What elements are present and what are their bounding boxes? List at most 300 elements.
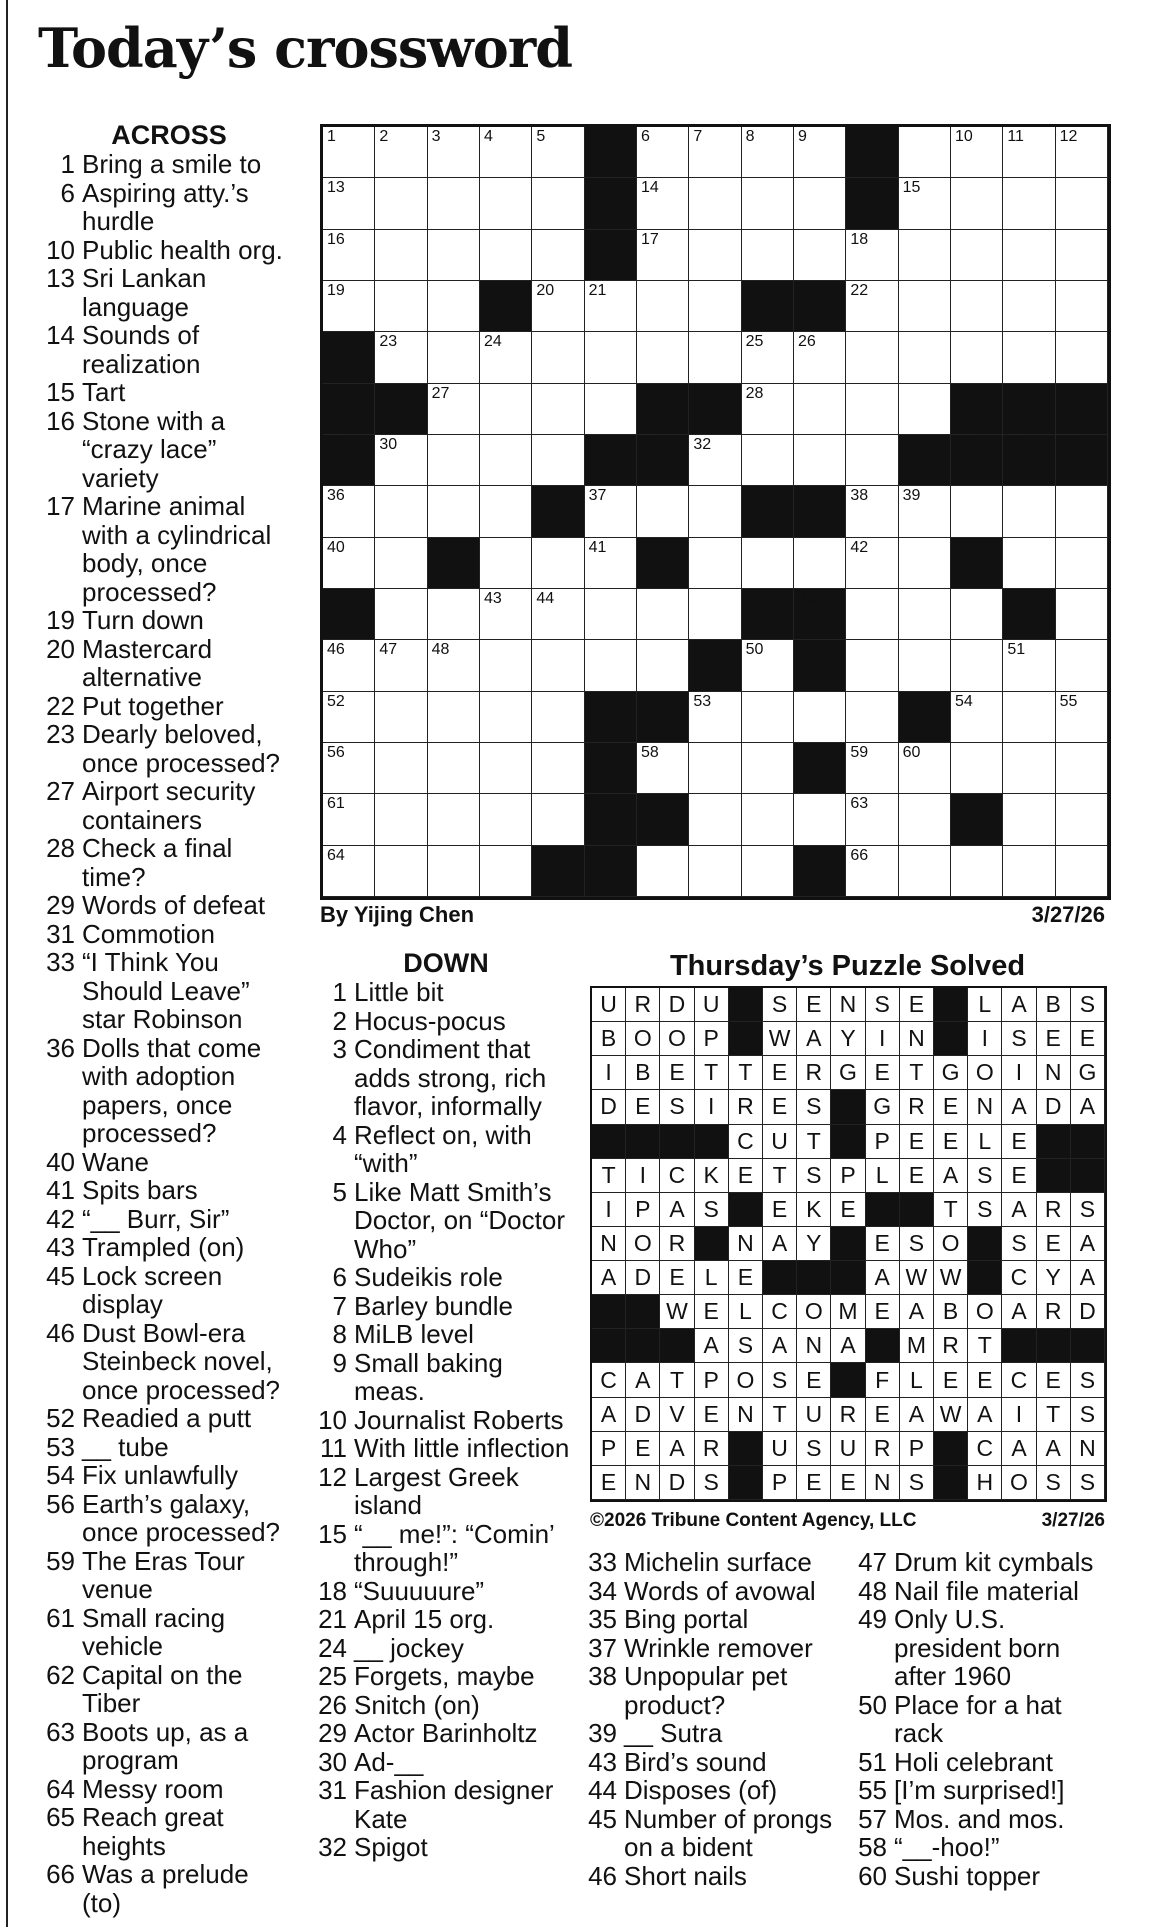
solved-letter: I [866, 1022, 900, 1056]
grid-cell[interactable] [742, 846, 794, 897]
solved-letter: D [1037, 1090, 1071, 1124]
clue-number: 15 [46, 377, 75, 407]
crossword-grid[interactable] [320, 124, 1111, 900]
grid-cell[interactable] [480, 127, 532, 178]
grid-cell[interactable] [375, 178, 427, 229]
grid-cell[interactable] [532, 743, 584, 794]
grid-cell[interactable] [375, 486, 427, 537]
grid-cell[interactable] [951, 230, 1003, 281]
grid-cell[interactable] [794, 794, 846, 845]
grid-cell[interactable] [428, 230, 480, 281]
clue-text: Dust Bowl-era Steinbeck novel, once processed? [82, 1317, 281, 1405]
grid-cell[interactable] [846, 281, 898, 332]
cell-number: 62 [588, 795, 607, 813]
cell-number: 65 [588, 846, 607, 864]
cell-number: 48 [431, 641, 450, 659]
grid-cell[interactable] [951, 743, 1003, 794]
grid-cell[interactable] [637, 127, 689, 178]
grid-cell[interactable] [846, 743, 898, 794]
grid-cell[interactable] [951, 486, 1003, 537]
grid-cell[interactable] [689, 486, 741, 537]
grid-cell[interactable] [689, 178, 741, 229]
grid-cell[interactable] [1003, 486, 1055, 537]
clue-item [586, 1719, 848, 1748]
grid-cell[interactable] [532, 230, 584, 281]
clue-item [44, 1433, 294, 1462]
black-square [689, 384, 741, 435]
grid-cell[interactable] [585, 640, 637, 691]
grid-cell[interactable] [899, 178, 951, 229]
solved-letter: S [1037, 1466, 1071, 1500]
grid-cell[interactable] [375, 127, 427, 178]
grid-cell[interactable] [742, 640, 794, 691]
grid-cell[interactable] [1003, 794, 1055, 845]
grid-cell[interactable] [637, 640, 689, 691]
grid-cell[interactable] [480, 384, 532, 435]
grid-cell[interactable] [1003, 230, 1055, 281]
grid-cell[interactable] [480, 589, 532, 640]
grid-cell[interactable] [1056, 230, 1108, 281]
grid-cell[interactable] [428, 435, 480, 486]
solved-black-square [1037, 1125, 1071, 1159]
grid-cell[interactable] [428, 692, 480, 743]
clue-text: Bing portal [624, 1604, 749, 1634]
grid-cell[interactable] [899, 281, 951, 332]
grid-cell[interactable] [899, 640, 951, 691]
clue-item [316, 1007, 576, 1036]
grid-cell[interactable] [532, 178, 584, 229]
grid-cell[interactable] [899, 589, 951, 640]
cell-number: 11 [1007, 128, 1024, 145]
cell-number: 13 [327, 179, 345, 197]
solved-black-square [831, 1227, 865, 1261]
grid-cell[interactable] [585, 486, 637, 537]
grid-cell[interactable] [689, 692, 741, 743]
grid-cell[interactable] [899, 384, 951, 435]
grid-cell[interactable] [1056, 846, 1108, 897]
grid-cell[interactable] [375, 640, 427, 691]
clue-item [44, 1461, 294, 1490]
grid-cell[interactable] [1003, 640, 1055, 691]
grid-cell[interactable] [846, 332, 898, 383]
solved-letter: G [1071, 1056, 1105, 1090]
solved-letter: I [1002, 1398, 1036, 1432]
grid-cell[interactable] [637, 743, 689, 794]
grid-cell[interactable] [532, 692, 584, 743]
cell-number: 2 [379, 128, 389, 145]
clue-text: Largest Greek island [354, 1461, 519, 1520]
grid-cell[interactable] [428, 332, 480, 383]
clue-text: Check a final time? [82, 833, 233, 892]
grid-cell[interactable] [323, 794, 375, 845]
grid-cell[interactable] [689, 743, 741, 794]
clue-item [856, 1862, 1108, 1891]
solved-letter: E [660, 1261, 694, 1295]
grid-cell[interactable] [794, 435, 846, 486]
grid-cell[interactable] [899, 332, 951, 383]
grid-cell[interactable] [1003, 332, 1055, 383]
grid-cell[interactable] [532, 127, 584, 178]
solved-black-square [592, 1329, 626, 1363]
grid-cell[interactable] [585, 332, 637, 383]
grid-cell[interactable] [323, 640, 375, 691]
solved-letter: B [592, 1022, 626, 1056]
grid-cell[interactable] [532, 794, 584, 845]
grid-cell[interactable] [951, 589, 1003, 640]
grid-cell[interactable] [689, 281, 741, 332]
grid-cell[interactable] [585, 589, 637, 640]
solved-letter: A [1002, 1090, 1036, 1124]
grid-cell[interactable] [794, 178, 846, 229]
grid-cell[interactable] [480, 846, 532, 897]
grid-cell[interactable] [532, 640, 584, 691]
black-square [585, 692, 637, 743]
grid-cell[interactable] [480, 538, 532, 589]
solved-black-square [626, 1295, 660, 1329]
cell-number: 47 [379, 641, 398, 659]
solved-letter: A [592, 1261, 626, 1295]
grid-cell[interactable] [585, 281, 637, 332]
grid-cell[interactable] [1056, 486, 1108, 537]
grid-cell[interactable] [428, 743, 480, 794]
grid-cell[interactable] [480, 332, 532, 383]
grid-cell[interactable] [689, 538, 741, 589]
solved-letter: A [900, 1398, 934, 1432]
black-square [742, 589, 794, 640]
grid-cell[interactable] [428, 486, 480, 537]
grid-cell[interactable] [846, 435, 898, 486]
solved-letter: E [900, 1125, 934, 1159]
solved-letter: P [695, 1363, 729, 1397]
solved-letter: M [900, 1329, 934, 1363]
grid-cell[interactable] [480, 230, 532, 281]
grid-cell[interactable] [323, 743, 375, 794]
left-rule [6, 0, 8, 1927]
black-square [846, 178, 898, 229]
clue-number: 31 [318, 1775, 347, 1805]
grid-cell[interactable] [846, 846, 898, 897]
clue-item [44, 948, 294, 1034]
grid-cell[interactable] [375, 589, 427, 640]
grid-cell[interactable] [637, 281, 689, 332]
clue-text: Drum kit cymbals [894, 1547, 1094, 1577]
black-square [689, 640, 741, 691]
clue-number: 45 [46, 1260, 75, 1291]
grid-cell[interactable] [375, 692, 427, 743]
black-square [637, 692, 689, 743]
grid-cell[interactable] [428, 794, 480, 845]
grid-cell[interactable] [1056, 332, 1108, 383]
clue-item [316, 1577, 576, 1606]
grid-cell[interactable] [428, 846, 480, 897]
grid-cell[interactable] [585, 384, 637, 435]
solved-letter: E [797, 1363, 831, 1397]
solved-letter: E [866, 1398, 900, 1432]
grid-cell[interactable] [637, 178, 689, 229]
grid-cell[interactable] [480, 486, 532, 537]
grid-cell[interactable] [794, 127, 846, 178]
solved-letter: O [797, 1295, 831, 1329]
clue-item [316, 1292, 576, 1321]
solved-black-square [660, 1125, 694, 1159]
grid-cell[interactable] [1003, 178, 1055, 229]
grid-cell[interactable] [323, 127, 375, 178]
grid-cell[interactable] [742, 692, 794, 743]
grid-cell[interactable] [480, 640, 532, 691]
byline: By Yijing Chen [320, 902, 475, 927]
solved-letter: R [797, 1056, 831, 1090]
grid-cell[interactable] [742, 435, 794, 486]
solved-letter: A [1071, 1261, 1105, 1295]
grid-cell[interactable] [480, 743, 532, 794]
grid-cell[interactable] [689, 332, 741, 383]
grid-cell[interactable] [689, 589, 741, 640]
grid-cell[interactable] [532, 435, 584, 486]
grid-cell[interactable] [585, 538, 637, 589]
cell-number: 50 [745, 641, 764, 659]
grid-cell[interactable] [428, 281, 480, 332]
clue-text: Public health org. [82, 234, 283, 265]
grid-cell[interactable] [846, 486, 898, 537]
solved-letter: E [763, 1193, 797, 1227]
clue-item [316, 1406, 576, 1435]
grid-cell[interactable] [1056, 178, 1108, 229]
grid-cell[interactable] [323, 281, 375, 332]
grid-cell[interactable] [899, 127, 951, 178]
solved-letter: A [660, 1193, 694, 1227]
clue-text: Spits bars [82, 1175, 198, 1205]
grid-cell[interactable] [323, 178, 375, 229]
grid-cell[interactable] [742, 127, 794, 178]
grid-cell[interactable] [1056, 538, 1108, 589]
grid-cell[interactable] [794, 230, 846, 281]
solved-black-square [866, 1329, 900, 1363]
grid-cell[interactable] [480, 692, 532, 743]
cell-number: 53 [693, 692, 712, 710]
grid-cell[interactable] [951, 127, 1003, 178]
grid-cell[interactable] [1003, 127, 1055, 178]
grid-cell[interactable] [846, 589, 898, 640]
black-square [794, 486, 846, 537]
cell-number: 35 [1059, 435, 1078, 453]
grid-cell[interactable] [794, 538, 846, 589]
grid-cell[interactable] [689, 435, 741, 486]
grid-cell[interactable] [532, 538, 584, 589]
grid-cell[interactable] [742, 384, 794, 435]
grid-cell[interactable] [480, 794, 532, 845]
grid-cell[interactable] [1056, 281, 1108, 332]
solved-letter: L [968, 988, 1002, 1022]
grid-cell[interactable] [1003, 692, 1055, 743]
grid-cell[interactable] [951, 178, 1003, 229]
solved-letter: E [1071, 1022, 1105, 1056]
down-clues [316, 948, 576, 1862]
grid-cell[interactable] [1003, 538, 1055, 589]
grid-cell[interactable] [951, 692, 1003, 743]
grid-cell[interactable] [794, 384, 846, 435]
grid-cell[interactable] [689, 127, 741, 178]
clue-number: 44 [588, 1775, 617, 1805]
grid-cell[interactable] [532, 281, 584, 332]
grid-cell[interactable] [846, 794, 898, 845]
clue-number: 28 [46, 833, 75, 863]
grid-cell[interactable] [323, 692, 375, 743]
grid-cell[interactable] [532, 332, 584, 383]
grid-cell[interactable] [742, 743, 794, 794]
grid-cell[interactable] [637, 589, 689, 640]
solved-letter: E [660, 1056, 694, 1090]
clue-text: With little inflection [354, 1433, 570, 1463]
solved-letter: S [968, 1159, 1002, 1193]
solved-letter: I [1002, 1056, 1036, 1090]
solved-letter: Y [797, 1227, 831, 1261]
grid-cell[interactable] [899, 794, 951, 845]
clue-text: April 15 org. [354, 1604, 495, 1634]
solved-letter: E [626, 1432, 660, 1466]
grid-cell[interactable] [794, 332, 846, 383]
grid-cell[interactable] [375, 794, 427, 845]
grid-cell[interactable] [1056, 640, 1108, 691]
grid-cell[interactable] [846, 640, 898, 691]
grid-cell[interactable] [637, 230, 689, 281]
clue-item [316, 1634, 576, 1663]
solved-letter: N [729, 1227, 763, 1261]
grid-cell[interactable] [1056, 692, 1108, 743]
clue-item [586, 1548, 848, 1577]
grid-cell[interactable] [375, 332, 427, 383]
solved-letter: T [1037, 1398, 1071, 1432]
grid-cell[interactable] [689, 230, 741, 281]
clue-text: Wane [82, 1146, 149, 1177]
clue-text: Readied a putt [82, 1403, 252, 1433]
grid-cell[interactable] [689, 794, 741, 845]
grid-cell[interactable] [323, 538, 375, 589]
grid-cell[interactable] [480, 178, 532, 229]
cell-number: 18 [850, 230, 869, 248]
solved-letter: Y [831, 1022, 865, 1056]
solved-letter: U [763, 1432, 797, 1466]
grid-cell[interactable] [1003, 743, 1055, 794]
grid-cell[interactable] [899, 230, 951, 281]
grid-cell[interactable] [1056, 127, 1108, 178]
grid-cell[interactable] [899, 486, 951, 537]
clue-number: 18 [318, 1575, 347, 1606]
down-heading: DOWN [403, 948, 489, 978]
grid-cell[interactable] [637, 846, 689, 897]
solved-letter: G [934, 1056, 968, 1090]
clue-number: 1 [60, 149, 75, 179]
solved-letter: S [900, 1466, 934, 1500]
grid-cell[interactable] [480, 435, 532, 486]
clue-number: 1 [332, 977, 347, 1007]
solved-letter: P [866, 1125, 900, 1159]
solved-letter: E [763, 1090, 797, 1124]
cell-number: 28 [745, 384, 764, 402]
grid-cell[interactable] [899, 538, 951, 589]
solved-letter: A [1002, 1193, 1036, 1227]
grid-cell[interactable] [742, 538, 794, 589]
grid-cell[interactable] [323, 486, 375, 537]
grid-cell[interactable] [323, 230, 375, 281]
grid-cell[interactable] [1056, 743, 1108, 794]
grid-cell[interactable] [637, 486, 689, 537]
grid-cell[interactable] [1003, 281, 1055, 332]
solved-letter: A [831, 1329, 865, 1363]
black-square [585, 230, 637, 281]
grid-cell[interactable] [428, 384, 480, 435]
grid-cell[interactable] [428, 589, 480, 640]
grid-cell[interactable] [1056, 589, 1108, 640]
grid-cell[interactable] [951, 281, 1003, 332]
grid-cell[interactable] [375, 435, 427, 486]
grid-cell[interactable] [742, 794, 794, 845]
clue-text: Trampled (on) [82, 1232, 245, 1262]
solved-letter: S [1002, 1227, 1036, 1261]
grid-cell[interactable] [428, 127, 480, 178]
grid-cell[interactable] [375, 743, 427, 794]
grid-cell[interactable] [794, 692, 846, 743]
black-square [794, 281, 846, 332]
clue-text: Nail file material [894, 1575, 1079, 1606]
solved-letter: E [695, 1398, 729, 1432]
grid-cell[interactable] [428, 640, 480, 691]
clue-number: 53 [46, 1431, 75, 1462]
grid-cell[interactable] [375, 281, 427, 332]
solved-letter: T [968, 1329, 1002, 1363]
grid-cell[interactable] [637, 332, 689, 383]
solved-letter: R [866, 1432, 900, 1466]
grid-cell[interactable] [1056, 794, 1108, 845]
clue-text: Forgets, maybe [354, 1661, 535, 1691]
cell-number: 16 [327, 230, 345, 248]
grid-cell[interactable] [1003, 846, 1055, 897]
solved-letter: N [592, 1227, 626, 1261]
grid-cell[interactable] [532, 384, 584, 435]
clue-number: 36 [46, 1032, 75, 1063]
black-square [951, 794, 1003, 845]
grid-cell[interactable] [742, 230, 794, 281]
grid-cell[interactable] [375, 230, 427, 281]
grid-cell[interactable] [951, 332, 1003, 383]
grid-cell[interactable] [951, 846, 1003, 897]
grid-cell[interactable] [689, 846, 741, 897]
cell-number: 66 [850, 846, 869, 864]
clue-number: 66 [46, 1859, 75, 1889]
solved-letter: R [626, 988, 660, 1022]
grid-cell[interactable] [323, 846, 375, 897]
grid-cell[interactable] [375, 846, 427, 897]
copyright: ©2026 Tribune Content Agency, LLC [590, 1510, 917, 1531]
clue-item [44, 1803, 294, 1860]
grid-cell[interactable] [846, 230, 898, 281]
grid-cell[interactable] [846, 692, 898, 743]
grid-cell[interactable] [742, 178, 794, 229]
grid-cell[interactable] [899, 846, 951, 897]
grid-cell[interactable] [846, 384, 898, 435]
grid-cell[interactable] [951, 640, 1003, 691]
grid-cell[interactable] [742, 332, 794, 383]
clue-number: 54 [46, 1460, 75, 1490]
clue-number: 46 [46, 1317, 75, 1348]
grid-cell[interactable] [846, 538, 898, 589]
solved-letter: A [626, 1363, 660, 1397]
grid-cell[interactable] [375, 538, 427, 589]
solved-letter: B [934, 1295, 968, 1329]
grid-cell[interactable] [428, 178, 480, 229]
clue-text: “I Think You Should Leave” star Robinson [82, 947, 250, 1034]
grid-cell[interactable] [532, 589, 584, 640]
grid-cell[interactable] [899, 743, 951, 794]
